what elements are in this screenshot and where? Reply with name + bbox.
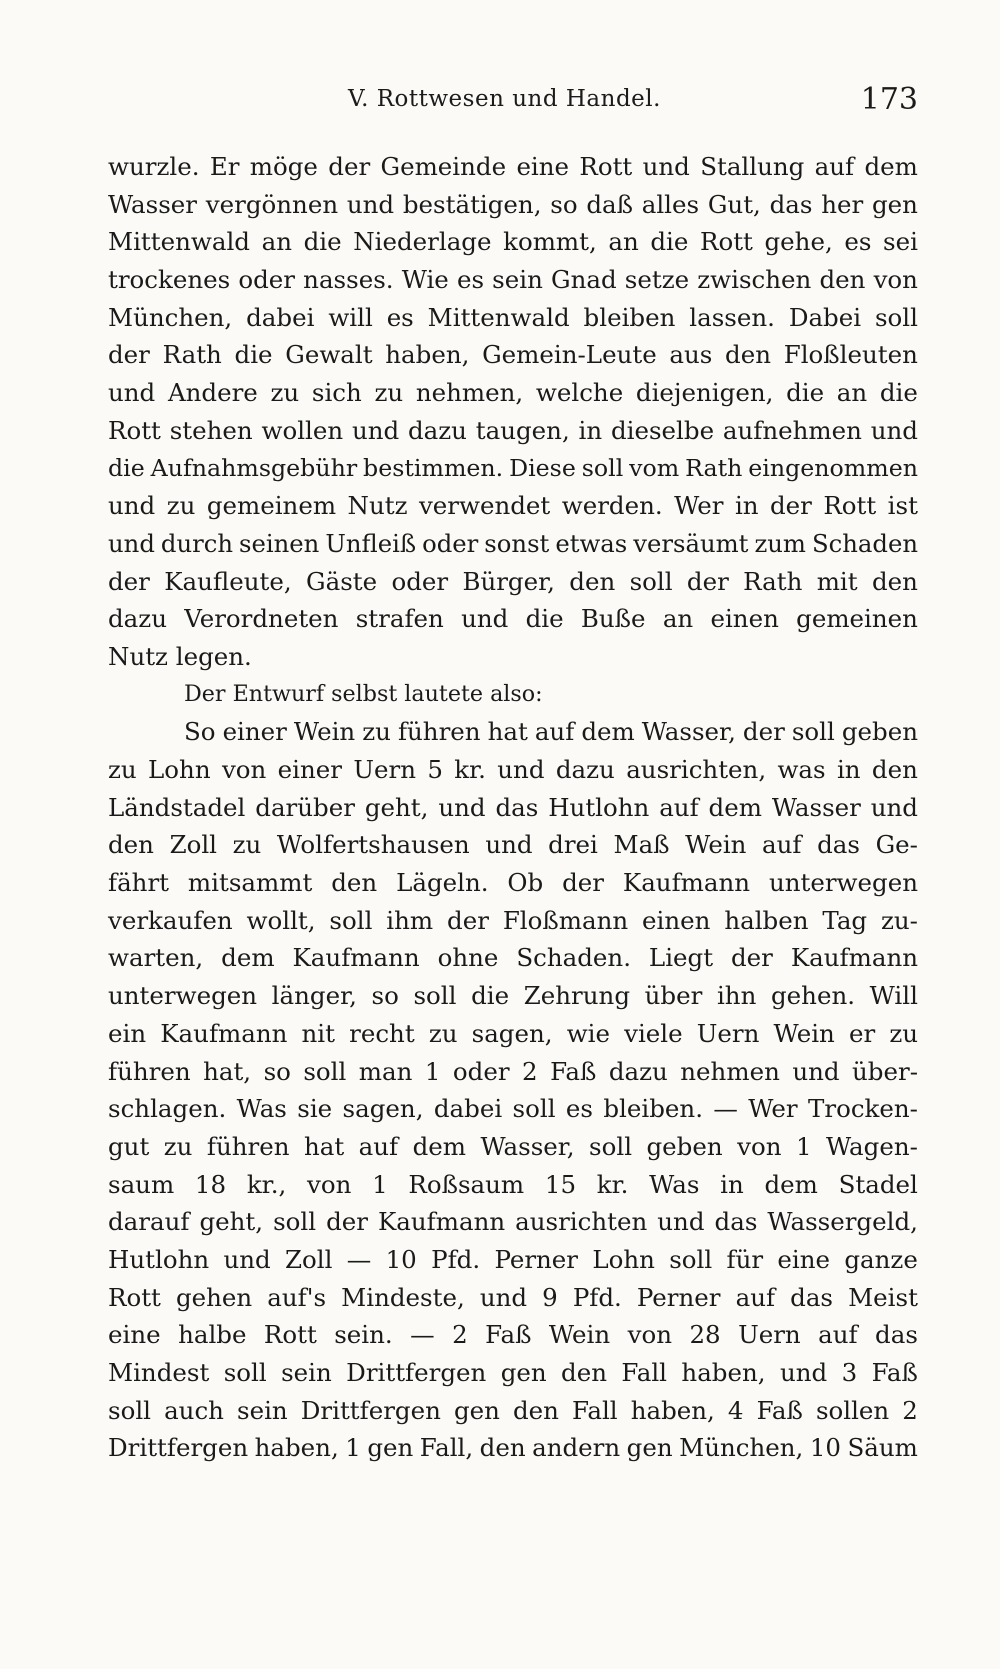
text-line: dazu Verordneten strafen und die Buße an einen gemeinen	[108, 604, 918, 634]
text-line: warten, dem Kaufmann ohne Schaden. Liegt der Kaufmann	[108, 943, 918, 973]
text-line: darauf geht, soll der Kaufmann ausrichten und das Wassergeld,	[108, 1207, 918, 1237]
text-line: So einer Wein zu führen hat auf dem Wasser, der soll geben	[184, 717, 918, 747]
text-line: der Kaufleute, Gäste oder Bürger, den soll der Rath mit den	[108, 566, 918, 596]
text-line: fährt mitsammt den Lägeln. Ob der Kaufmann unterwegen	[108, 868, 918, 898]
text-line: unterwegen länger, so soll die Zehrung über ihn gehen. Will	[108, 981, 918, 1011]
text-line: und Andere zu sich zu nehmen, welche diejenigen, die an die	[108, 378, 918, 408]
text-line: Rott gehen auf's Mindeste, und 9 Pfd. Perner auf das Meist	[108, 1282, 918, 1312]
text-line: ein Kaufmann nit recht zu sagen, wie viele Uern Wein er zu	[108, 1018, 918, 1048]
text-line: München, dabei will es Mittenwald bleiben lassen. Dabei soll	[108, 302, 918, 332]
body-text	[108, 148, 918, 1467]
text-line: Rott stehen wollen und dazu taugen, in dieselbe aufnehmen und	[108, 415, 918, 445]
text-line: Mittenwald an die Niederlage kommt, an die Rott gehe, es sei	[108, 227, 918, 257]
text-line: saum 18 kr., von 1 Roßsaum 15 kr. Was in dem Stadel	[108, 1169, 918, 1199]
text-line: der Rath die Gewalt haben, Gemein-Leute aus den Floßleuten	[108, 340, 918, 370]
text-line: Hutlohn und Zoll — 10 Pfd. Perner Lohn soll für eine ganze	[108, 1244, 918, 1274]
text-line: und zu gemeinem Nutz verwendet werden. Wer in der Rott ist	[108, 491, 918, 521]
text-line: führen hat, so soll man 1 oder 2 Faß dazu nehmen und über-	[108, 1056, 918, 1086]
running-title: V. Rottwesen und Handel.	[348, 86, 661, 112]
text-line: wurzle. Er möge der Gemeinde eine Rott und Stallung auf dem	[108, 152, 918, 181]
text-line: soll auch sein Drittfergen gen den Fall haben, 4 Faß sollen 2	[108, 1395, 918, 1425]
page-number: 173	[860, 82, 918, 117]
text-line: gut zu führen hat auf dem Wasser, soll geben von 1 Wagen-	[108, 1131, 918, 1161]
text-line: die Aufnahmsgebühr bestimmen. Diese soll vom Rath eingenommen	[108, 453, 918, 482]
text-line: den Zoll zu Wolfertshausen und drei Maß Wein auf das Ge-	[108, 830, 918, 860]
text-line: Mindest soll sein Drittfergen gen den Fall haben, und 3 Faß	[108, 1358, 918, 1387]
text-line: Der Entwurf selbst lautete also:	[184, 680, 543, 707]
text-line: trockenes oder nasses. Wie es sein Gnad setze zwischen den von	[108, 265, 918, 295]
running-head	[108, 80, 918, 120]
text-line: Drittfergen haben, 1 gen Fall, den andern gen München, 10 Säum	[108, 1433, 918, 1463]
text-line: und durch seinen Unfleiß oder sonst etwas versäumt zum Schaden	[108, 528, 918, 558]
text-line: schlagen. Was sie sagen, dabei soll es bleiben. — Wer Trocken-	[108, 1094, 918, 1124]
text-line: zu Lohn von einer Uern 5 kr. und dazu ausrichten, was in den	[108, 755, 918, 784]
text-line: eine halbe Rott sein. — 2 Faß Wein von 28 Uern auf das	[108, 1320, 918, 1350]
text-line: Nutz legen.	[108, 641, 252, 671]
text-line: verkaufen wollt, soll ihm der Floßmann einen halben Tag zu-	[108, 905, 918, 935]
text-line: Ländstadel darüber geht, und das Hutlohn auf dem Wasser und	[108, 792, 918, 822]
text-line: Wasser vergönnen und bestätigen, so daß alles Gut, das her gen	[108, 189, 918, 219]
